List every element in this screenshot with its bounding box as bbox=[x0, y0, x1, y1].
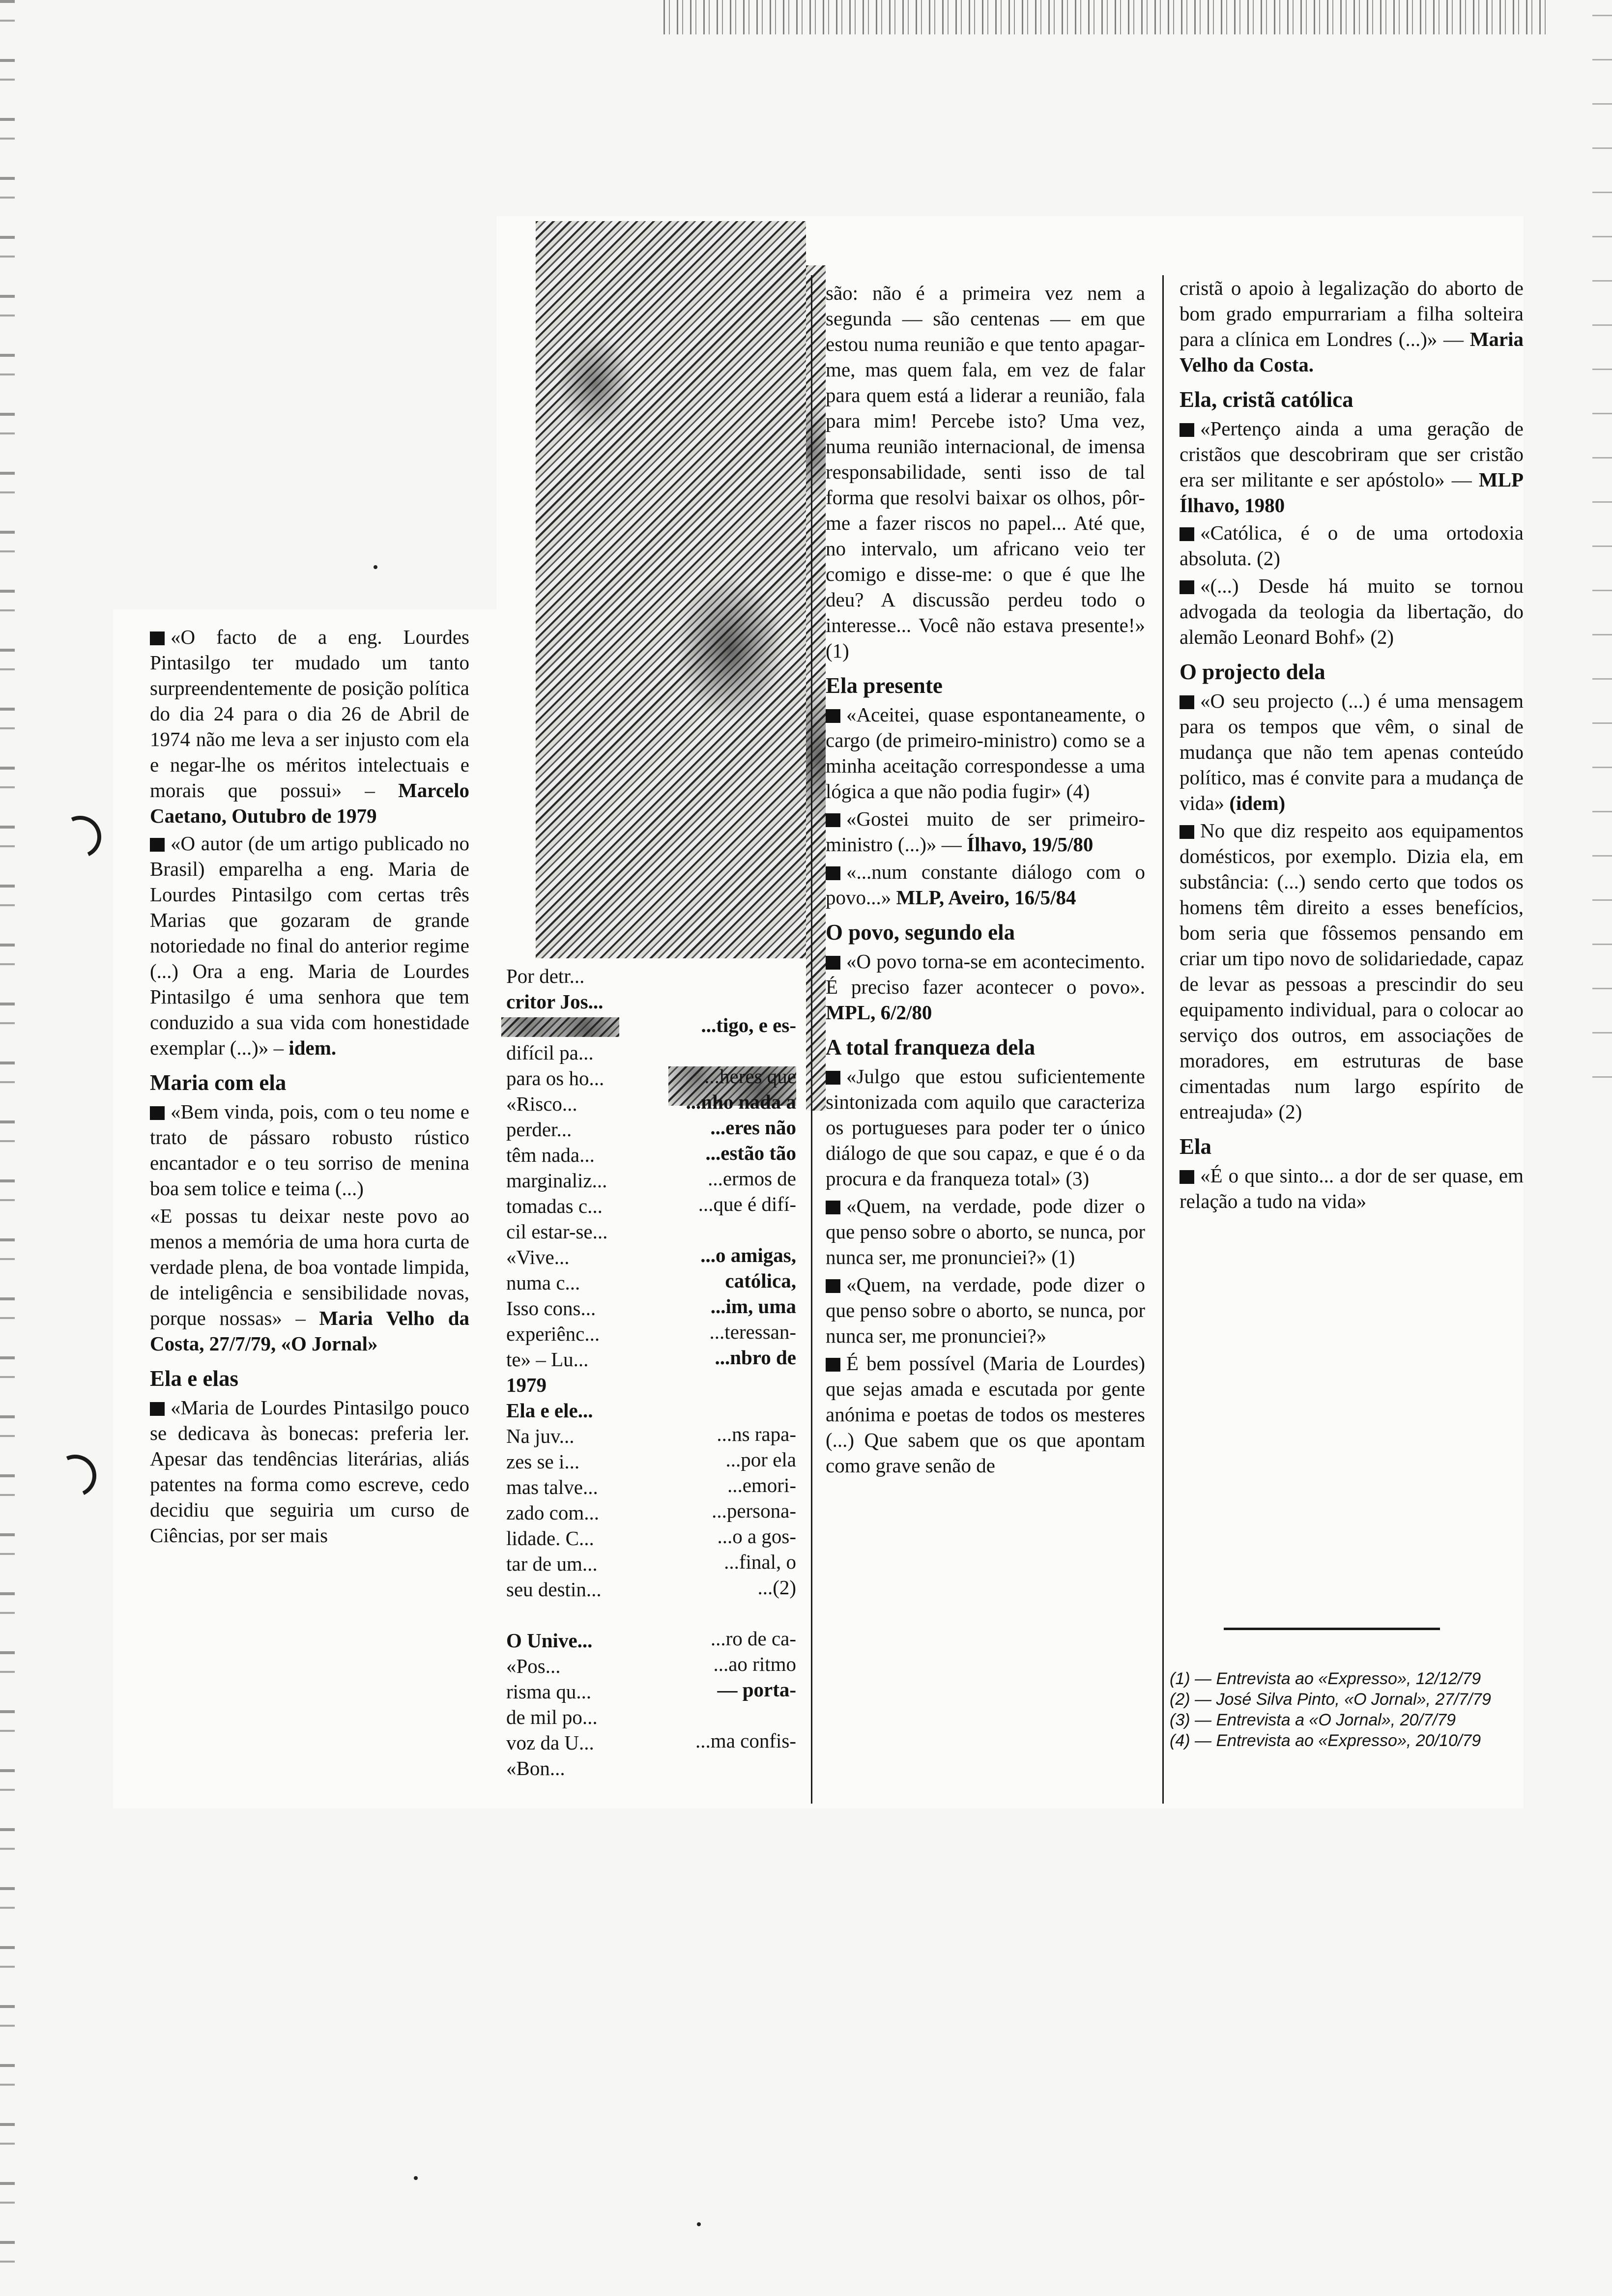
column-rule bbox=[1162, 275, 1164, 1804]
quote-paragraph: «Aceitei, quase espontaneamente, o cargo (de primeiro-ministro) como se a minha aceitação correspondesse a uma lógica a que não podia fugir» (4) bbox=[826, 703, 1145, 803]
column-3-fragment: ...tigo, e es- ...heres que ...nho nada a ...eres não ...estão tão ...ermos de ...que é difí- ...o amigas, católica, ...im, uma ...teressan- ...nbro de ...ns rapa- ...por ela ...emori- ...persona- ...o a gos- ...final, o ...(2) ...ro de ca- ...ao ritmo — porta- ...ma confis- bbox=[686, 1014, 796, 1752]
footnote: (4) — Entrevista ao «Expresso», 20/10/79 bbox=[1170, 1731, 1481, 1750]
bullet-square-icon bbox=[1180, 825, 1194, 839]
quote-paragraph: É bem possível (Maria de Lourdes) que sejas amada e escutada por gente anónima e poetas de todos os mesteres (...) Que sabem que os que apontam como grave senão de bbox=[826, 1352, 1145, 1477]
speck bbox=[374, 565, 377, 569]
quote-paragraph: «Gostei muito de ser primeiro-ministro (...)» — Ílhavo, 19/5/80 bbox=[826, 807, 1145, 856]
column-2-fragment: Por detr... critor Jos... difícil pa... para os ho... «Risco... perder... têm nada... marginaliz... tomadas c... cil estar-se... «Vive... numa c... Isso cons... experiênc... te» – Lu... 1979 Ela e ele... Na juv... zes se i... mas talve... zado com... lidade. C... tar de um... seu destin... O Unive... «Pos... risma qu... de mil po... voz da U... «Bon... bbox=[506, 965, 608, 1779]
quote-paragraph: No que diz respeito aos equipamentos domésticos, por exemplo. Dizia ela, em substância: (...) sendo certo que todos os homens têm direito a esses benefícios, bom seria que fôssemos pensando em criar um tipo novo de solidariedade, capaz de levar as pessoas a prescindir do seu equipamento individual, para o colocar ao serviço dos outros, em associações de moradores, em estruturas de base cimentadas num largo espírito de entreajuda» (2) bbox=[1180, 819, 1524, 1123]
footnotes bbox=[1170, 1668, 1514, 1751]
bullet-square-icon bbox=[150, 1106, 165, 1120]
column-1 bbox=[150, 624, 469, 1550]
bullet-square-icon bbox=[150, 838, 165, 852]
section-heading: Ela e elas bbox=[150, 1366, 238, 1391]
bullet-square-icon bbox=[1180, 527, 1194, 541]
speck bbox=[414, 2176, 418, 2180]
section-heading: Ela presente bbox=[826, 673, 943, 698]
quote-paragraph: «(...) Desde há muito se tornou advogada da teologia da libertação, do alemão Leonard Bohf» (2) bbox=[1180, 574, 1524, 648]
section-heading: O povo, segundo ela bbox=[826, 920, 1015, 945]
speck bbox=[697, 2222, 701, 2226]
bullet-square-icon bbox=[1180, 695, 1194, 709]
bullet-square-icon bbox=[1180, 423, 1194, 437]
quote-paragraph: «Julgo que estou suficientemente sintonizada com aquilo que caracteriza os portugueses para poder ter o único diálogo de que sou capaz, e que é o da procura e da franqueza total» (3) bbox=[826, 1065, 1145, 1190]
section-heading: Ela, cristã católica bbox=[1180, 387, 1353, 412]
quote-paragraph: «Maria de Lourdes Pintasilgo pouco se dedicava às bonecas: preferia ler. Apesar das tendências literárias, aliás patentes na forma como escreve, cedo decidiu que seguiria um curso de Ciências, por ser mais bbox=[150, 1396, 469, 1547]
quote-paragraph: «O seu projecto (...) é uma mensagem para os tempos que vêm, o sinal de mudança que não tem apenas conteúdo político, mas é convite para a mudança de vida» (idem) bbox=[1180, 689, 1524, 814]
photo-edge-strip bbox=[806, 265, 826, 1111]
quote-paragraph: «Pertenço ainda a uma geração de cristãos que descobriram que ser cristão era ser militante e ser apóstolo» — MLP Ílhavo, 1980 bbox=[1180, 417, 1524, 517]
portrait-photo bbox=[536, 221, 806, 958]
footnote: (1) — Entrevista ao «Expresso», 12/12/79 bbox=[1170, 1669, 1481, 1688]
footnote: (3) — Entrevista a «O Jornal», 20/7/79 bbox=[1170, 1711, 1456, 1729]
bullet-square-icon bbox=[826, 1071, 840, 1085]
section-heading: Ela bbox=[1180, 1134, 1212, 1159]
quote-caetano: «O facto de a eng. Lourdes Pintasilgo ter mudado um tanto surpreendentemente de posição política do dia 24 para o dia 26 de Abril de 1974 não me leva a ser injusto com ela e negar-lhe os méritos intelectuais e morais que possui» – Marcelo Caetano, Outubro de 1979 bbox=[150, 626, 470, 827]
bullet-square-icon bbox=[826, 1358, 840, 1372]
quote-paragraph: «Bem vinda, pois, com o teu nome e trato de pássaro robusto rústico encantador e o teu sorriso de menina boa sem tolice e teima (...) bbox=[150, 1100, 469, 1200]
quote-paragraph: «Quem, na verdade, pode dizer o que penso sobre o aborto, se nunca, por nunca ser, me pronunciei?» (1) bbox=[826, 1195, 1145, 1268]
bullet-square-icon bbox=[1180, 1170, 1194, 1184]
quote-paragraph: «...num constante diálogo com o povo...» MLP, Aveiro, 16/5/84 bbox=[826, 861, 1145, 909]
bullet-square-icon bbox=[150, 631, 165, 645]
quote-paragraph: «Católica, é o de uma ortodoxia absoluta. (2) bbox=[1180, 521, 1524, 570]
punch-hole-mark bbox=[48, 1449, 102, 1503]
quote-paragraph: cristã o apoio à legalização do aborto de bom grado empurrariam a filha solteira para a clínica em Londres (...)» — Maria Velho da Costa. bbox=[1180, 277, 1524, 376]
quote-paragraph: «E possas tu deixar neste povo ao menos a memória de uma hora curta de verdade plena, de boa vontade limpida, de inteligência e sensibilidade novas, porque nossas» – Maria Velho da Costa, 27/7/79, «O Jornal» bbox=[150, 1205, 470, 1355]
column-rule bbox=[811, 275, 812, 1804]
footnote-rule bbox=[1224, 1628, 1440, 1630]
interview-paragraph: são: não é a primeira vez nem a segunda — são centenas — em que estou numa reunião e que tento apagar-me, mas quem fala, em vez de falar para quem está a liderar a reunião, fala para mim! Percebe isto? Uma vez, numa reunião internacional, de imensa responsabilidade, senti isso de tal forma que resolvi baixar os olhos, pôr-me a fazer riscos no papel... Até que, no intervalo, um africano veio ter comigo e disse-me: o que é que lhe deu? A discussão perdeu todo o interesse... Você não estava presente!» (1) bbox=[826, 282, 1145, 662]
section-heading: Maria com ela bbox=[150, 1070, 287, 1095]
scan-noise-top bbox=[663, 0, 1548, 34]
bullet-square-icon bbox=[826, 709, 840, 723]
section-heading: A total franqueza dela bbox=[826, 1035, 1036, 1060]
scan-noise-left bbox=[0, 0, 15, 2296]
quote-brasil: «O autor (de um artigo publicado no Brasil) emparelha a eng. Maria de Lourdes Pintasilgo com certas três Marias que gozaram de grande notoriedade no final do anterior regime (...) Ora a eng. Maria de Lourdes Pintasilgo é uma senhora que tem conduzido a sua vida com honestidade exemplar (...)» – idem. bbox=[150, 832, 469, 1059]
column-5 bbox=[1180, 275, 1524, 1216]
quote-paragraph: «O povo torna-se em acontecimento. É preciso fazer acontecer o povo». MPL, 6/2/80 bbox=[826, 950, 1145, 1024]
bullet-square-icon bbox=[150, 1402, 165, 1416]
column-4 bbox=[826, 280, 1145, 1480]
scan-noise-right bbox=[1592, 0, 1612, 1081]
quote-paragraph: «É o que sinto... a dor de ser quase, em relação a tudo na vida» bbox=[1180, 1164, 1524, 1212]
bullet-square-icon bbox=[826, 1279, 840, 1293]
bullet-square-icon bbox=[1180, 580, 1194, 594]
bullet-square-icon bbox=[826, 1201, 840, 1214]
punch-hole-mark bbox=[53, 810, 107, 864]
section-heading: O projecto dela bbox=[1180, 660, 1325, 684]
quote-paragraph: «Quem, na verdade, pode dizer o que penso sobre o aborto, se nunca, por nunca ser, me pronunciei?» bbox=[826, 1273, 1145, 1347]
bullet-square-icon bbox=[826, 956, 840, 970]
footnote: (2) — José Silva Pinto, «O Jornal», 27/7/79 bbox=[1170, 1690, 1491, 1709]
bullet-square-icon bbox=[826, 813, 840, 827]
bullet-square-icon bbox=[826, 866, 840, 880]
